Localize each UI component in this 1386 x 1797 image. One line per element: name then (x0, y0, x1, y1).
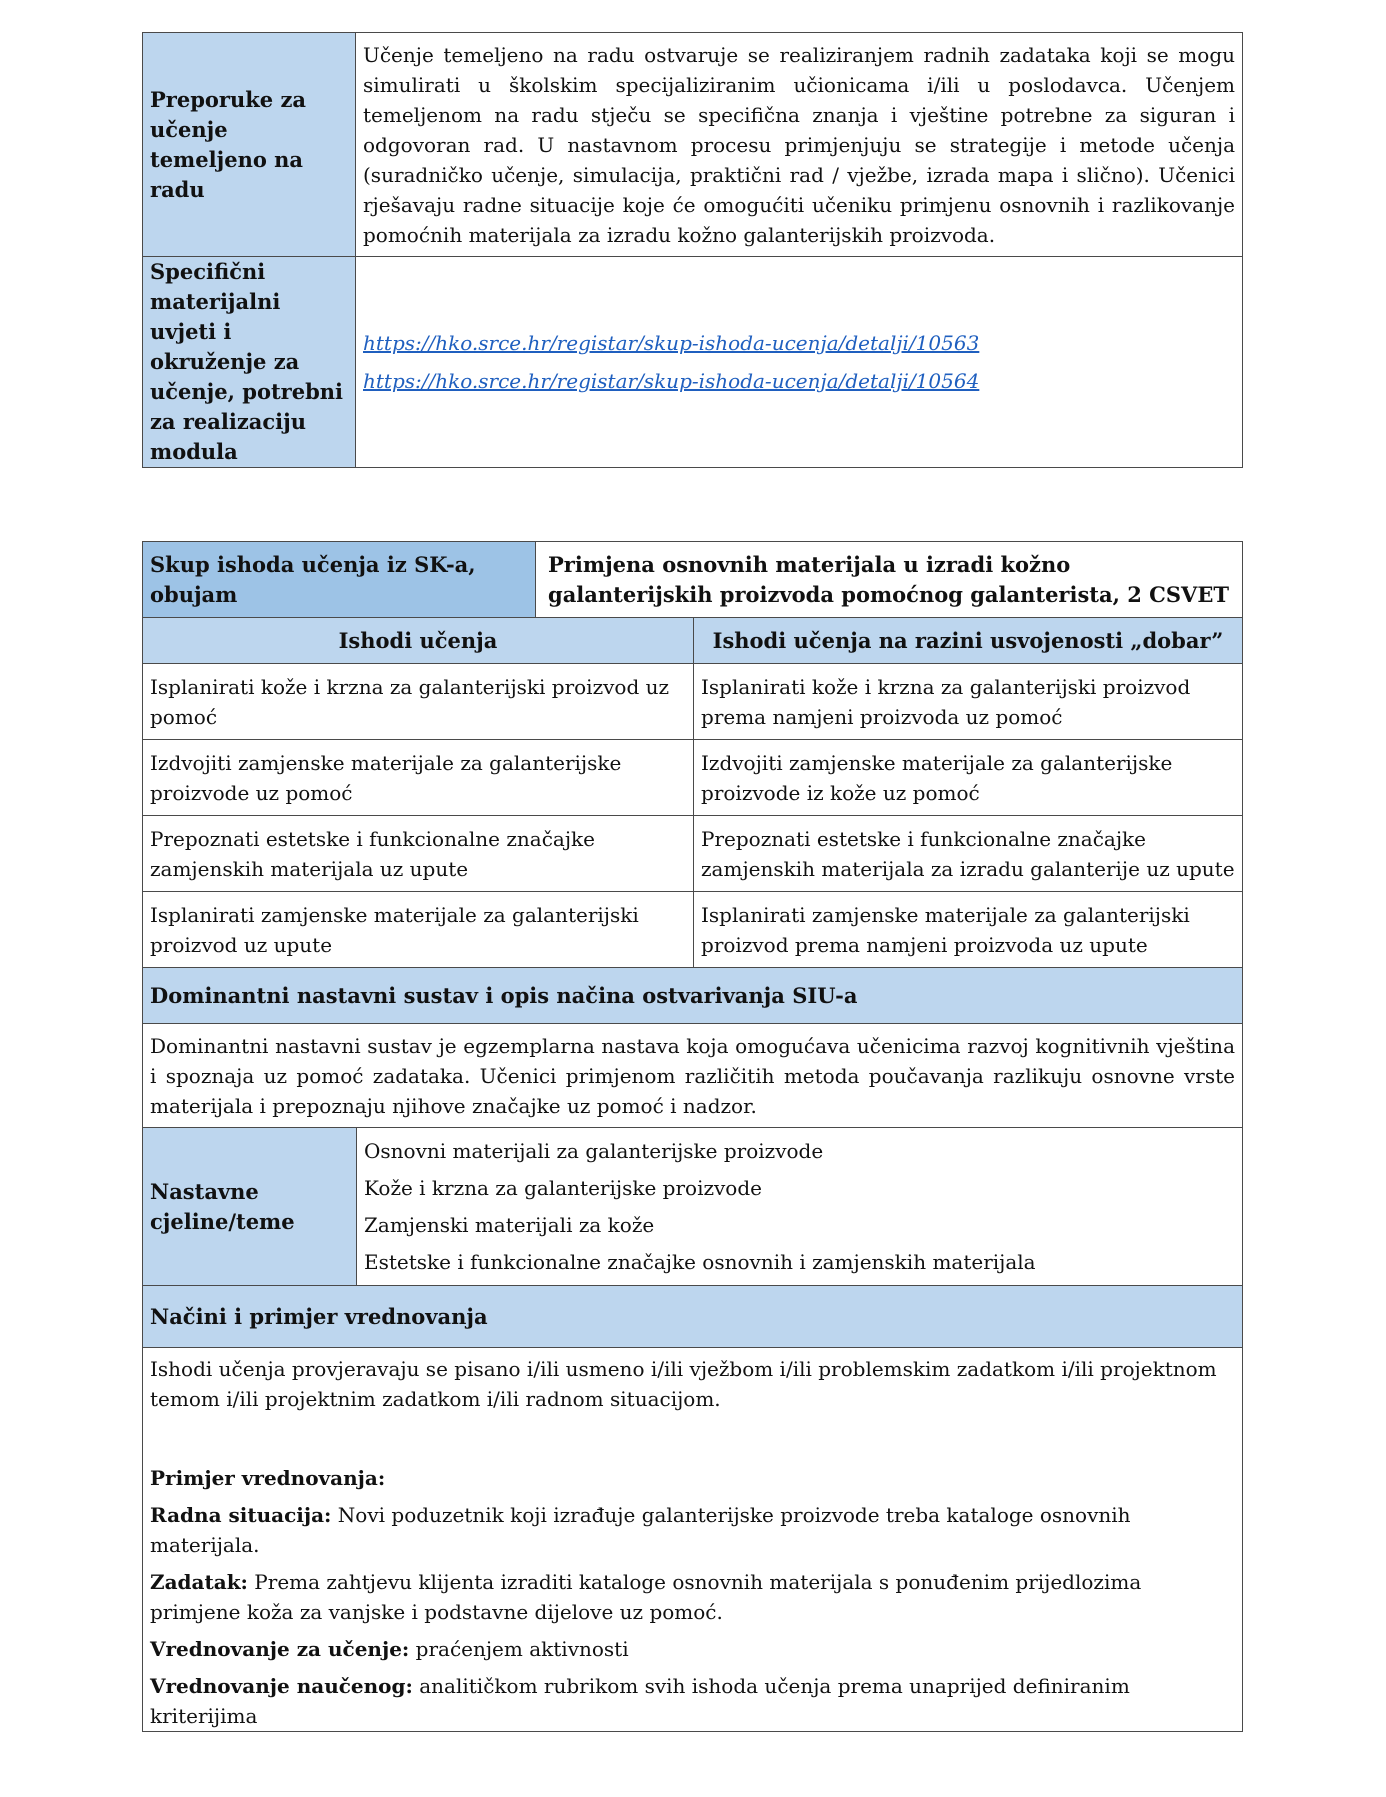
column-header-outcomes-good: Ishodi učenja na razini usvojenosti „dobar” (694, 618, 1243, 664)
material-conditions-links (356, 257, 1243, 468)
outcome-row (143, 892, 1243, 968)
topics-row (143, 1128, 1243, 1286)
example-text: analitičkom rubrikom svih ishoda učenja prema unaprijed definiranim kriterijima (150, 1674, 1130, 1728)
example-item-work-situation (150, 1500, 1235, 1560)
dominant-system-row (143, 1024, 1243, 1128)
outcome-cell: Isplanirati zamjenske materijale za galanterijski proizvod uz upute (143, 892, 694, 968)
example-label: Radna situacija: (150, 1503, 332, 1527)
topic-item: Zamjenski materijali za kože (364, 1212, 655, 1237)
set-row (143, 542, 1243, 618)
hko-link-10563[interactable]: https://hko.srce.hr/registar/skup-ishoda-ucenja/detalji/10563 (363, 331, 980, 355)
outcome-good-cell: Prepoznati estetske i funkcionalne značajke zamjenskih materijala za izradu galanterije uz upute (694, 816, 1243, 892)
dominant-system-header-row (143, 968, 1243, 1024)
set-label: Skup ishoda učenja iz SK-a, obujam (143, 542, 536, 618)
hko-link-10564[interactable]: https://hko.srce.hr/registar/skup-ishoda-ucenja/detalji/10564 (363, 369, 980, 393)
outcome-row (143, 664, 1243, 740)
outcome-cell: Prepoznati estetske i funkcionalne značajke zamjenskih materijala uz upute (143, 816, 694, 892)
example-text: Prema zahtjevu klijenta izraditi kataloge osnovnih materijala s ponuđenim prijedlozima primjene koža za vanjske i podstavne dijelove uz pomoć. (150, 1570, 1142, 1624)
set-value: Primjena osnovnih materijala u izradi kožno galanterijskih proizvoda pomoćnog galanterista, 2 CSVET (536, 542, 1243, 618)
topic-item: Kože i krzna za galanterijske proizvode (364, 1175, 762, 1200)
dominant-system-header: Dominantni nastavni sustav i opis načina ostvarivanja SIU-a (143, 968, 1243, 1024)
recommendations-row (143, 33, 1243, 257)
outcome-good-cell: Isplanirati kože i krzna za galanterijski proizvod prema namjeni proizvoda uz pomoć (694, 664, 1243, 740)
evaluation-header: Načini i primjer vrednovanja (143, 1286, 1243, 1348)
example-title (150, 1463, 1235, 1493)
material-conditions-label: Specifični materijalni uvjeti i okruženje za učenje, potrebni za realizaciju modula (143, 257, 356, 468)
recommendations-label: Preporuke za učenje temeljeno na radu (143, 33, 356, 257)
topic-item: Osnovni materijali za galanterijske proizvode (364, 1138, 824, 1163)
example-title-text: Primjer vrednovanja: (150, 1466, 386, 1490)
topics-label: Nastavne cjeline/teme (143, 1128, 357, 1286)
column-header-row (143, 618, 1243, 664)
topic-item: Estetske i funkcionalne značajke osnovnih i zamjenskih materijala (364, 1249, 1036, 1274)
evaluation-content (143, 1348, 1243, 1732)
example-label: Zadatak: (150, 1570, 248, 1594)
example-label: Vrednovanje za učenje: (150, 1637, 410, 1661)
example-text: Novi poduzetnik koji izrađuje galanterijske proizvode treba kataloge osnovnih materijala. (150, 1503, 1131, 1557)
evaluation-header-row (143, 1286, 1243, 1348)
learning-outcomes-table (142, 541, 1243, 1732)
topics-list (357, 1128, 1243, 1286)
example-item-summative (150, 1671, 1235, 1731)
dominant-system-text: Dominantni nastavni sustav je egzemplarna nastava koja omogućava učenicima razvoj kognitivnih vještina i spoznaja uz pomoć zadataka. Učenici primjenom različitih metoda poučavanja razlikuju osnovne vrste materijala i prepoznaju njihove značajke uz pomoć i nadzor. (143, 1024, 1243, 1128)
outcome-row (143, 816, 1243, 892)
outcome-cell: Isplanirati kože i krzna za galanterijski proizvod uz pomoć (143, 664, 694, 740)
example-label: Vrednovanje naučenog: (150, 1674, 413, 1698)
evaluation-row (143, 1348, 1243, 1732)
material-conditions-row (143, 257, 1243, 468)
outcome-good-cell: Izdvojiti zamjenske materijale za galanterijske proizvode iz kože uz pomoć (694, 740, 1243, 816)
column-header-outcomes: Ishodi učenja (143, 618, 694, 664)
outcome-good-cell: Isplanirati zamjenske materijale za galanterijski proizvod prema namjeni proizvoda uz upute (694, 892, 1243, 968)
outcome-row (143, 740, 1243, 816)
evaluation-intro: Ishodi učenja provjeravaju se pisano i/ili usmeno i/ili vježbom i/ili problemskim zadatkom i/ili projektnom temom i/ili projektnim zadatkom i/ili radnom situacijom. (150, 1357, 1217, 1411)
example-item-formative (150, 1634, 1235, 1664)
example-item-task (150, 1567, 1235, 1627)
work-based-learning-table (142, 32, 1243, 468)
outcome-cell: Izdvojiti zamjenske materijale za galanterijske proizvode uz pomoć (143, 740, 694, 816)
recommendations-text: Učenje temeljeno na radu ostvaruje se realiziranjem radnih zadataka koji se mogu simulirati u školskim specijaliziranim učionicama i/ili u poslodavca. Učenjem temeljenom na radu stječu se specifična znanja i vještine potrebne za siguran i odgovoran rad. U nastavnom procesu primjenjuju se strategije i metode učenja (suradničko učenje, simulacija, praktični rad / vježbe, izrada mapa i slično). Učenici rješavaju radne situacije koje će omogućiti učeniku primjenu osnovnih i razlikovanje pomoćnih materijala za izradu kožno galanterijskih proizvoda. (356, 33, 1243, 257)
example-text: praćenjem aktivnosti (409, 1637, 629, 1661)
